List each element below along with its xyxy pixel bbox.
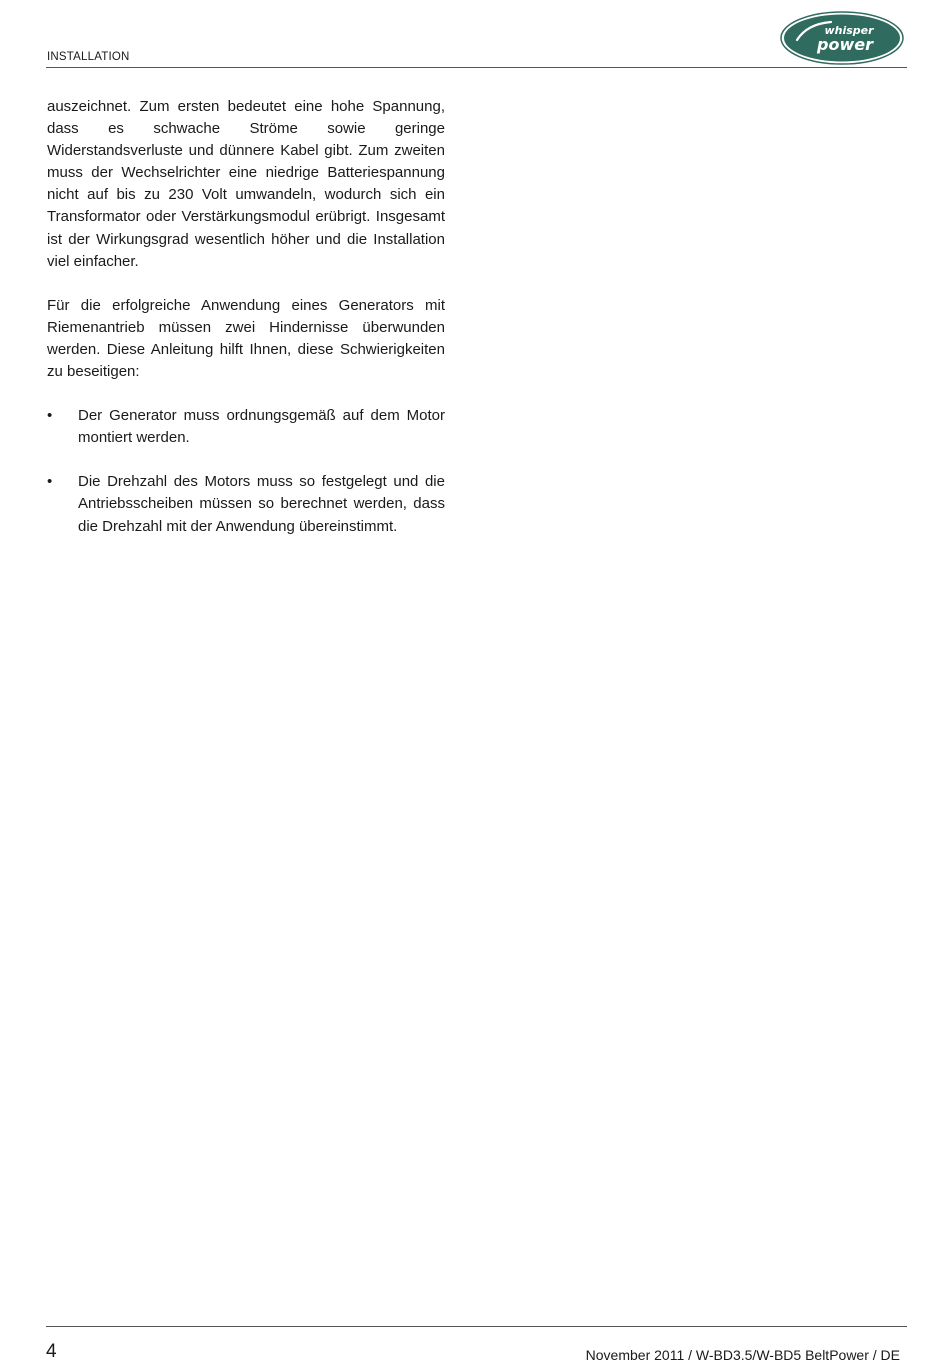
page-number: 4 (46, 1341, 57, 1362)
list-item-text: Die Drehzahl des Motors muss so festgelegt und die Antriebsscheiben müssen so berechnet werden, dass die Drehzahl mit der Anwendung übereinstimmt. (78, 473, 445, 535)
svg-text:whisper: whisper (824, 24, 874, 37)
list-item (47, 405, 445, 449)
bullet-list (47, 405, 445, 537)
whisper-power-logo (779, 10, 905, 66)
bullet-icon: • (47, 407, 53, 425)
list-item-text: Der Generator muss ordnungsgemäß auf dem Motor montiert werden. (78, 407, 445, 447)
body-text (47, 96, 445, 560)
footer-divider (46, 1326, 907, 1327)
list-item (47, 471, 445, 537)
footer-doc-info: November 2011 / W-BD3.5/W-BD5 BeltPower / DE (585, 1347, 900, 1363)
paragraph-intro: auszeichnet. Zum ersten bedeutet eine hohe Spannung, dass es schwache Ströme sowie geringe Widerstandsverluste und dünnere Kabel gibt. Zum zweiten muss der Wechselrichter eine niedrige Batteriespannung nicht auf bis zu 230 Volt umwandeln, wodurch sich ein Transformator oder Verstärkungsmodul erübrigt. Insgesamt ist der Wirkungsgrad wesentlich höher und die Installation viel einfacher. (47, 98, 445, 270)
svg-text:power: power (817, 35, 873, 54)
section-label: INSTALLATION (47, 51, 130, 63)
bullet-icon: • (47, 473, 53, 491)
header-divider (46, 67, 907, 68)
paragraph-obstacles: Für die erfolgreiche Anwendung eines Generators mit Riemenantrieb müssen zwei Hindernisse überwunden werden. Diese Anleitung hilft Ihnen, diese Schwierigkeiten zu beseitigen: (47, 296, 445, 381)
